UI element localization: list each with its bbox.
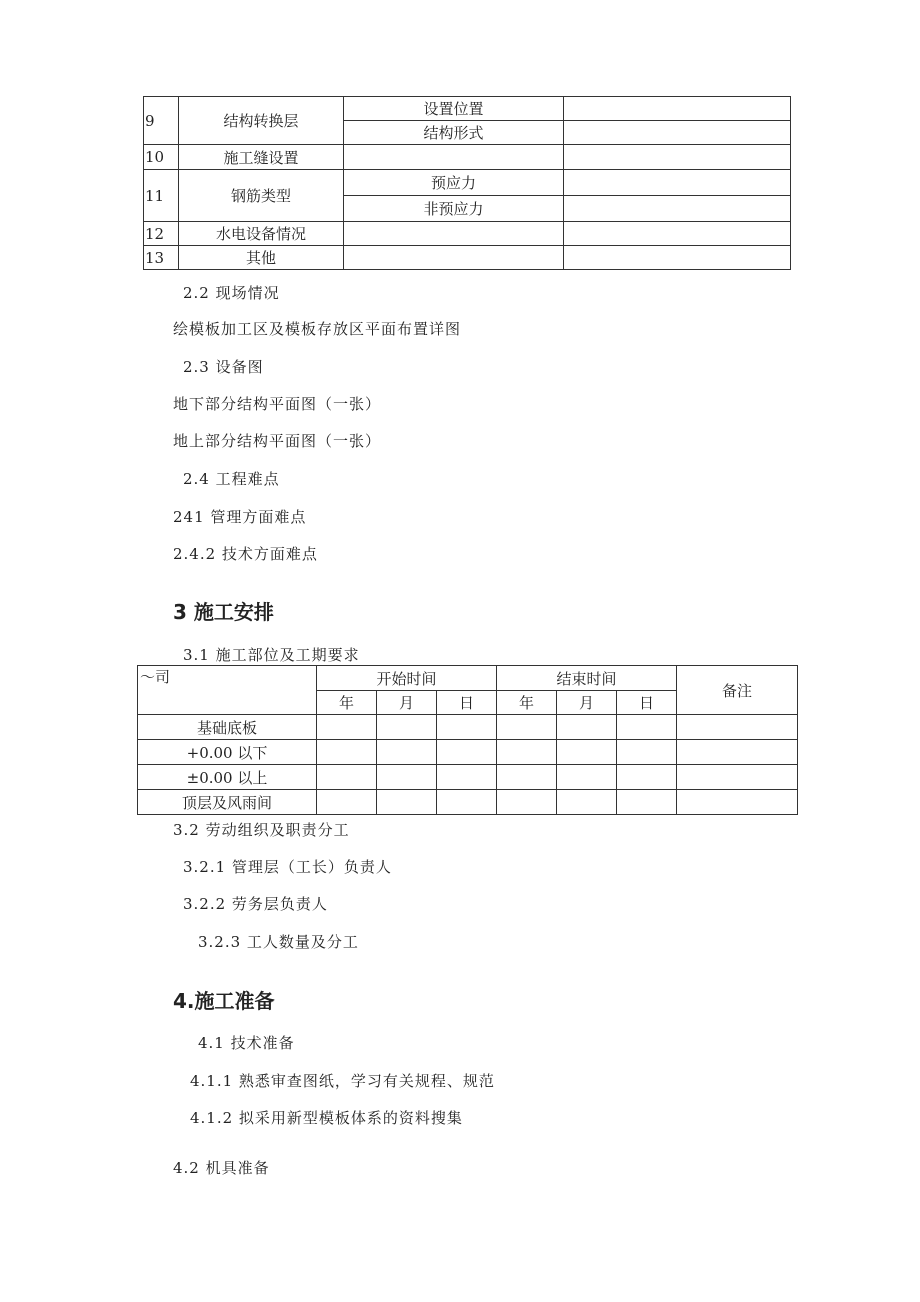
day-header: 日 [617, 691, 677, 715]
item-name: 施工缝设置 [179, 145, 344, 170]
month-header: 月 [557, 691, 617, 715]
row-number: 13 [144, 246, 179, 270]
section-3-2-heading: 3.2 劳动组织及职责分工 [173, 821, 350, 839]
sub-item: 预应力 [344, 170, 564, 196]
year-header: 年 [497, 691, 557, 715]
value-cell [564, 222, 791, 246]
section-2-4-heading: 2.4 工程难点 [183, 470, 280, 488]
start-time-header: 开始时间 [317, 666, 497, 691]
section-4-2-heading: 4.2 机具准备 [173, 1159, 270, 1177]
phase-label: 基础底板 [138, 715, 317, 740]
row-number: 9 [144, 97, 179, 145]
row-number: 10 [144, 145, 179, 170]
section-3-2-3: 3.2.3 工人数量及分工 [198, 933, 359, 951]
section-4-1-1: 4.1.1 熟悉审查图纸，学习有关规程、规范 [190, 1072, 495, 1090]
value-cell [344, 145, 564, 170]
section-2-3-item: 地上部分结构平面图（一张） [173, 432, 382, 450]
item-name: 水电设备情况 [179, 222, 344, 246]
end-time-header: 结束时间 [497, 666, 677, 691]
section-3-2-2: 3.2.2 劳务层负责人 [183, 895, 328, 913]
row-number: 12 [144, 222, 179, 246]
day-header: 日 [437, 691, 497, 715]
sub-item: 非预应力 [344, 196, 564, 222]
value-cell [564, 170, 791, 196]
item-name: 结构转换层 [179, 97, 344, 145]
value-cell [344, 246, 564, 270]
value-cell [564, 121, 791, 145]
value-cell [564, 246, 791, 270]
section-3-2-1: 3.2.1 管理层（工长）负责人 [183, 858, 392, 876]
section-4-1-heading: 4.1 技术准备 [198, 1034, 295, 1052]
section-2-3-heading: 2.3 设备图 [183, 358, 264, 376]
section-2-2-text: 绘模板加工区及模板存放区平面布置详图 [173, 320, 462, 338]
note-header: 备注 [677, 666, 798, 715]
chapter-4-heading: 4.施工准备 [173, 989, 275, 1013]
value-cell [344, 222, 564, 246]
section-4-1-2: 4.1.2 拟采用新型模板体系的资料搜集 [190, 1109, 463, 1127]
section-2-2-heading: 2.2 现场情况 [183, 284, 280, 302]
phase-label: 顶层及风雨间 [138, 790, 317, 815]
value-cell [564, 97, 791, 121]
section-3-1-heading: 3.1 施工部位及工期要求 [183, 646, 360, 664]
value-cell [564, 145, 791, 170]
corner-cell: ～司 [138, 666, 317, 715]
section-2-4-1: 241 管理方面难点 [173, 508, 307, 526]
phase-label: +0.00 以下 [138, 740, 317, 765]
table-structure-items [143, 96, 791, 270]
sub-item: 设置位置 [344, 97, 564, 121]
phase-label: ±0.00 以上 [138, 765, 317, 790]
item-name: 钢筋类型 [179, 170, 344, 222]
table-schedule [137, 665, 798, 815]
item-name: 其他 [179, 246, 344, 270]
row-number: 11 [144, 170, 179, 222]
chapter-3-heading: 3 施工安排 [173, 600, 274, 624]
sub-item: 结构形式 [344, 121, 564, 145]
section-2-4-2: 2.4.2 技术方面难点 [173, 545, 318, 563]
section-2-3-item: 地下部分结构平面图（一张） [173, 395, 382, 413]
month-header: 月 [377, 691, 437, 715]
year-header: 年 [317, 691, 377, 715]
value-cell [564, 196, 791, 222]
